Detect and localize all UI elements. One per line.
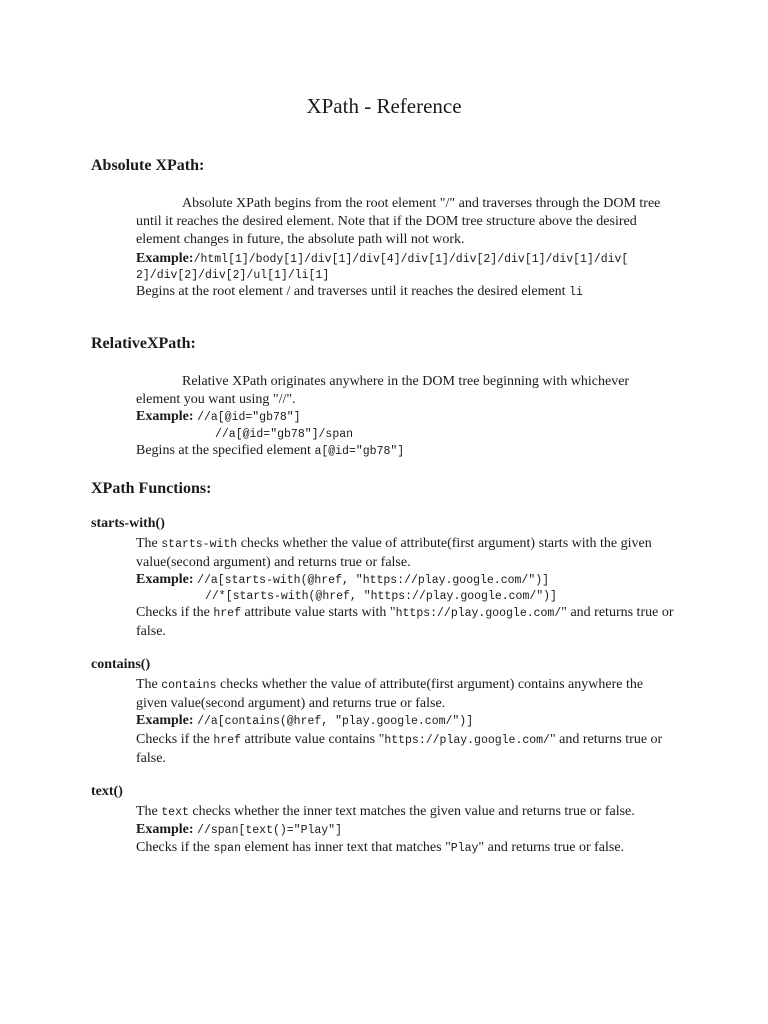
example-code: 2]/div[2]/div[2]/ul[1]/li[1] bbox=[136, 269, 330, 282]
example-code: //a[contains(@href, "play.google.com/")] bbox=[197, 715, 474, 728]
example-code: //a[starts-with(@href, "https://play.google.com/")] bbox=[197, 574, 550, 587]
text-function-note: Checks if the span element has inner text that matches "Play" and returns true or false. bbox=[136, 840, 625, 855]
note-code: li bbox=[569, 286, 583, 299]
inline-code: contains bbox=[161, 679, 217, 692]
text-function-heading: text() bbox=[91, 784, 123, 799]
contains-example bbox=[136, 712, 473, 731]
example-code: //a[@id="gb78"] bbox=[197, 411, 301, 424]
contains-note: Checks if the href attribute value contains "https://play.google.com/" and returns true or false. bbox=[136, 732, 663, 766]
text-function-description: The text checks whether the inner text matches the given value and returns true or false. bbox=[136, 804, 635, 819]
example-code: //span[text()="Play"] bbox=[197, 824, 342, 837]
inline-code: starts-with bbox=[161, 538, 238, 551]
absolute-xpath-heading: Absolute XPath: bbox=[91, 157, 205, 174]
contains-heading: contains() bbox=[91, 657, 151, 672]
starts-with-note: Checks if the href attribute value starts with "https://play.google.com/" and returns true or false. bbox=[136, 605, 674, 639]
inline-code: text bbox=[161, 806, 189, 819]
example-label: Example: bbox=[136, 251, 194, 266]
page-title: XPath - Reference bbox=[306, 94, 462, 118]
absolute-xpath-note bbox=[136, 283, 583, 302]
xpath-functions-heading: XPath Functions: bbox=[91, 480, 212, 497]
note-text: Begins at the specified element bbox=[136, 443, 311, 458]
text-function-example bbox=[136, 821, 342, 840]
absolute-xpath-description: Absolute XPath begins from the root element "/" and traverses through the DOM tree until it reaches the desired element. Note that if the DOM tree structure above the desired element changes in future, the absolute path will not work. bbox=[136, 196, 661, 247]
example-label: Example: bbox=[136, 409, 194, 424]
relative-xpath-description: Relative XPath originates anywhere in the DOM tree beginning with whichever element you want using "//". bbox=[136, 374, 630, 407]
relative-xpath-note bbox=[136, 442, 404, 461]
contains-description: The contains checks whether the value of attribute(first argument) contains anywhere the given value(second argument) and returns true or false. bbox=[136, 677, 644, 711]
relative-xpath-heading: RelativeXPath: bbox=[91, 335, 196, 352]
example-code: /html[1]/body[1]/div[1]/div[4]/div[1]/div[2]/div[1]/div[1]/div[ bbox=[193, 253, 629, 266]
example-label: Example: bbox=[136, 572, 194, 587]
example-label: Example: bbox=[136, 822, 194, 837]
starts-with-heading: starts-with() bbox=[91, 516, 165, 531]
example-code: //a[@id="gb78"]/span bbox=[215, 428, 354, 441]
note-text: Begins at the root element / and traverses until it reaches the desired element bbox=[136, 284, 566, 299]
example-label: Example: bbox=[136, 713, 194, 728]
example-code: //*[starts-with(@href, "https://play.google.com/")] bbox=[205, 590, 557, 603]
starts-with-description: The starts-with checks whether the value of attribute(first argument) starts with the given value(second argument) and returns true or false. bbox=[136, 536, 652, 570]
note-code: a[@id="gb78"] bbox=[314, 445, 405, 458]
